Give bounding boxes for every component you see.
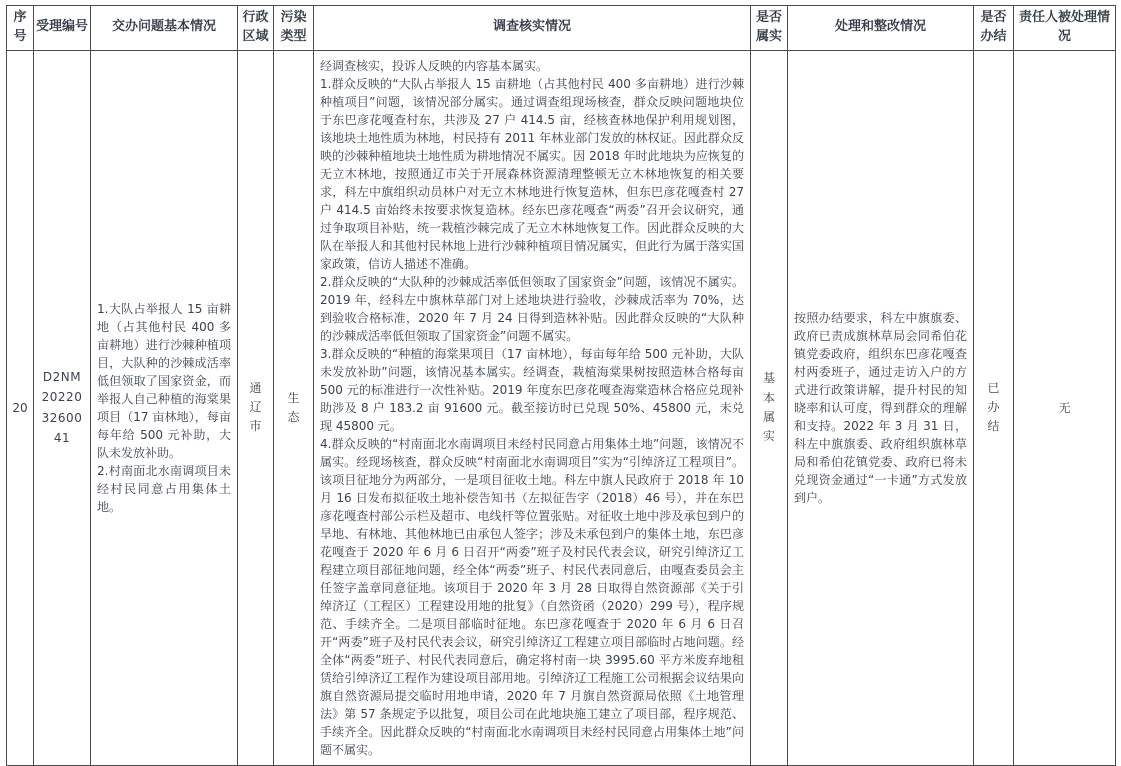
is-true-value: 基本属实 <box>762 371 775 443</box>
col-header-investigation: 调查核实情况 <box>314 6 751 51</box>
investigation-item-2: 2.群众反映的“大队种的沙棘成活率低但领取了国家资金”问题，该情况不属实。2019 年，经科左中旗林草部门对上述地块进行验收，沙棘成活率为 70%，达到验收合格标准，2020 年 7 月 24 日得到造林补贴。因此群众反映的“大队种的沙棘成活率低但领取了国家资金”问题不属实。 <box>320 274 744 343</box>
problem-item-2: 2.村南面北水南调项目未经村民同意占用集体土地。 <box>97 463 231 514</box>
table-row <box>7 50 1116 765</box>
seq-value: 20 <box>12 400 28 415</box>
cell-is-closed <box>974 50 1014 765</box>
col-header-problem: 交办问题基本情况 <box>91 6 238 51</box>
header-row <box>7 6 1116 51</box>
region-value: 通辽市 <box>249 380 262 434</box>
col-header-seq: 序号 <box>7 6 34 51</box>
cell-investigation <box>314 50 751 765</box>
col-header-is-true: 是否属实 <box>751 6 788 51</box>
col-header-case-no: 受理编号 <box>34 6 91 51</box>
handling-text: 按照办结要求，科左中旗旗委、政府已责成旗林草局会同希伯花镇党委政府，组织东巴彦花嘎查村两委班子，通过走访入户的方式进行政策讲解，提升村民的知晓率和认可度，得到群众的理解和支持。2022 年 3 月 31 日，科左中旗旗委、政府组织旗林草局和希伯花镇党委、政府已将未兑现资金通过“一卡通”方式发放到户。 <box>794 310 967 505</box>
cell-case-no <box>34 50 91 765</box>
cell-handling <box>788 50 974 765</box>
complaint-table <box>6 5 1116 766</box>
is-closed-value: 已办结 <box>987 380 1000 434</box>
cell-seq <box>7 50 34 765</box>
investigation-item-4: 4.群众反映的“村南面北水南调项目未经村民同意占用集体土地”问题，该情况不属实。经现场核查，群众反映“村南面北水南调项目”实为“引绰济辽工程项目”。该项目征地分为两部分，一是项目征收土地。科左中旗人民政府于 2018 年 10 月 16 日发布拟征收土地补偿告知书（左拟征告字（2018）46 号），并在东巴彦花嘎查村部公示栏及超市、电线杆等位置张贴。对征收土地中涉及承包到户的旱地、有林地、其他林地已由承包人签字；涉及未承包到户的集体土地，东巴彦花嘎查于 2020 年 6 月 6 日召开“两委”班子及村民代表会议，研究引绰济辽工程建立项目部征地问题，经全体“两委”班子、村民代表同意后，由嘎查委员会主任签字盖章同意征地。该项目于 2020 年 3 月 28 日取得自然资源部《关于引绰济辽（工程区）工程建设用地的批复》（自然资函（2020）299 号），程序规范、手续齐全。二是项目部临时征地。东巴彦花嘎查于 2020 年 6 月 6 日召开“两委”班子及村民代表会议，研究引绰济辽工程建立项目部临时占地问题。经全体“两委”班子、村民代表同意后，确定将村南一块 3995.60 平方米废弃地租赁给引绰济辽工程作为建设项目部用地。引绰济辽工程施工公司根据会议结果向旗自然资源局提交临时用地申请，2020 年 7 月旗自然资源局依照《土地管理法》第 57 条规定予以批复，项目公司在此地块施工建立了项目部，程序规范、手续齐全。因此群众反映的“村南面北水南调项目未经村民同意占用集体土地”问题不属实。 <box>320 436 744 757</box>
cell-is-true <box>751 50 788 765</box>
investigation-summary: 经调查核实，投诉人反映的内容基本属实。 <box>320 58 549 73</box>
col-header-is-closed: 是否办结 <box>974 6 1014 51</box>
col-header-pollution-type: 污染类型 <box>274 6 314 51</box>
cell-problem <box>91 50 238 765</box>
col-header-region: 行政区域 <box>238 6 274 51</box>
col-header-responsible: 责任人被处理情况 <box>1014 6 1116 51</box>
col-header-handling: 处理和整改情况 <box>788 6 974 51</box>
cell-responsible <box>1014 50 1116 765</box>
pollution-type-value: 生态 <box>287 390 300 424</box>
responsible-value: 无 <box>1058 401 1071 416</box>
cell-pollution-type <box>274 50 314 765</box>
investigation-item-1: 1.群众反映的“大队占举报人 15 亩耕地（占其他村民 400 多亩耕地）进行沙棘种植项目”问题，该情况部分属实。通过调查组现场核查，群众反映问题地块位于东巴彦花嘎查村东，共涉及 27 户 414.5 亩，经核查林地保护利用规划图，该地块土地性质为林地，村民持有 2011 年林业部门发放的林权证。因此群众反映的沙棘种植地块土地性质为耕地情况不属实。因 2018 年时此地块为应恢复的无立木林地，按照通辽市关于开展森林资源清理整顿无立木林地恢复的相关要求，科左中旗组织动员林户对无立木林地进行恢复造林，但东巴彦花嘎查村 27 户 414.5 亩始终未按要求恢复造林。经东巴彦花嘎查“两委”召开会议研究，通过争取项目补贴，统一栽植沙棘完成了无立木林地恢复工作。因此群众反映的大队在举报人和其他村民林地上进行沙棘种植项目情况属实，但此行为属于落实国家政策，信访人描述不准确。 <box>320 76 744 271</box>
problem-item-1: 1.大队占举报人 15 亩耕地（占其他村民 400 多亩耕地）进行沙棘种植项目，大队种的沙棘成活率低但领取了国家资金，而举报人自己种植的海棠果项目（17 亩林地），每亩每年给 500 元补助，大队未发放补助。 <box>97 301 231 460</box>
case-no-value: D2NM202203260041 <box>41 369 83 446</box>
investigation-item-3: 3.群众反映的“种植的海棠果项目（17 亩林地），每亩每年给 500 元补助，大队未发放补助”问题，该情况基本属实。经调查，栽植海棠果树按照造林合格每亩 500 元的标准进行一次性补贴。2019 年度东巴彦花嘎查海棠造林合格应兑现补助涉及 8 户 183.2 亩 91600 元。截至接访时已兑现 50%、45800 元，未兑现 45800 元。 <box>320 346 744 433</box>
cell-region <box>238 50 274 765</box>
